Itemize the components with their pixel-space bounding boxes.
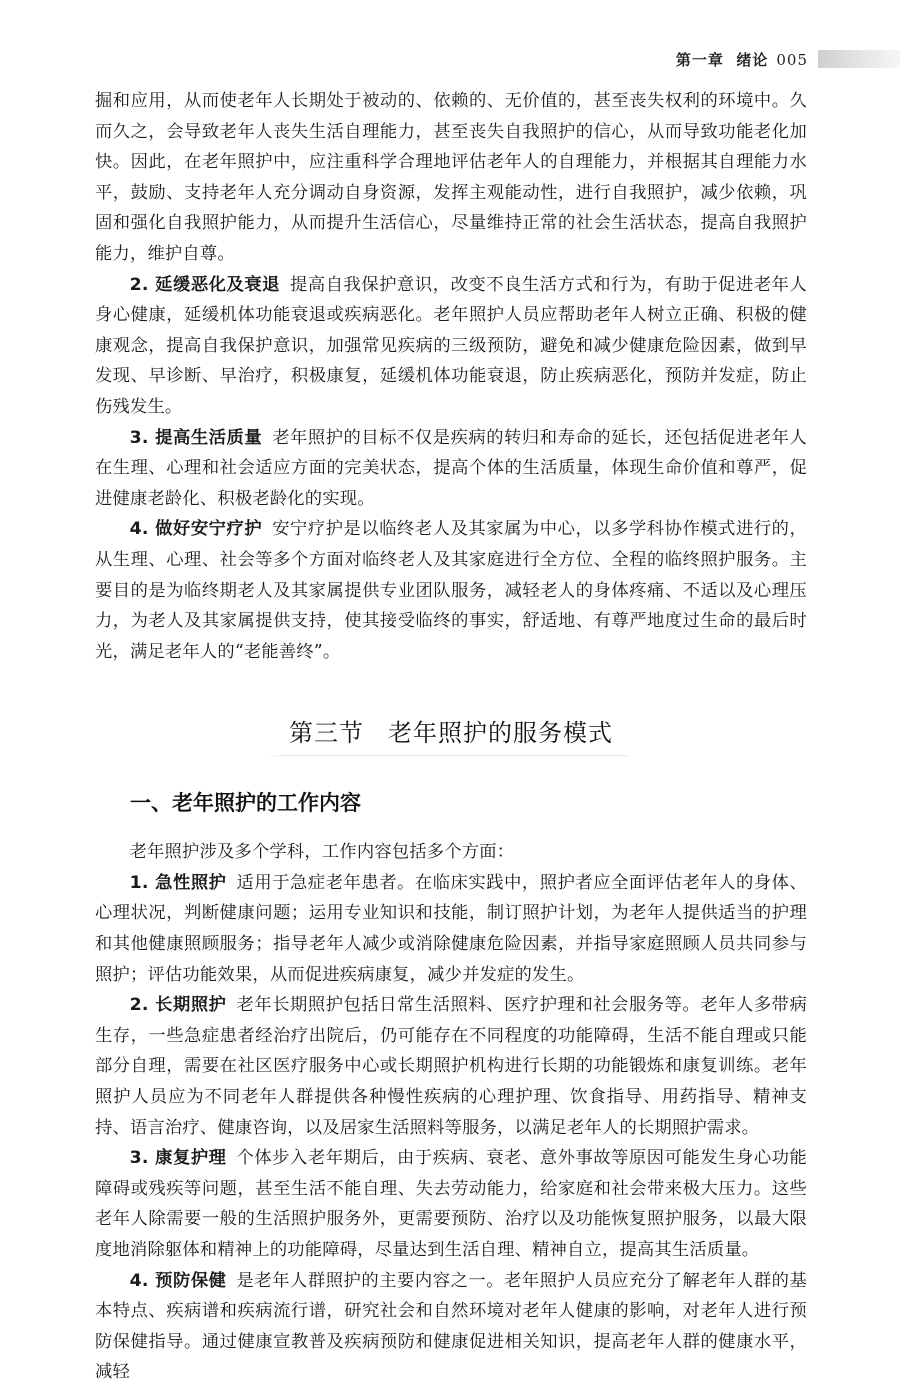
item-text: 老年照护的目标不仅是疾病的转归和寿命的延长，还包括促进老年人在生理、心理和社会适应方面的完美状态，提高个体的生活质量，体现生命价值和尊严，促进健康老龄化、积极老龄化的实现。	[95, 427, 807, 509]
running-header	[676, 49, 808, 70]
paragraph-acute-care	[95, 868, 807, 990]
paragraph-quality-of-life	[95, 423, 807, 515]
item-lead: 4. 预防保健	[129, 1270, 227, 1291]
page-body	[95, 86, 807, 1388]
paragraph-prevention	[95, 1266, 807, 1388]
continuation-paragraph: 掘和应用，从而使老年人长期处于被动的、依赖的、无价值的，甚至丧失权利的环境中。久而久之，会导致老年人丧失生活自理能力，甚至丧失自我照护的信心，从而导致功能老化加快。因此，在老年照护中，应注重科学合理地评估老年人的自理能力，并根据其自理能力水平，鼓励、支持老年人充分调动自身资源，发挥主观能动性，进行自我照护，减少依赖，巩固和强化自我照护能力，从而提升生活信心，尽量维持正常的社会生活状态，提高自我照护能力，维护自尊。	[95, 91, 807, 264]
page-number: 005	[776, 50, 808, 69]
item-text: 老年长期照护包括日常生活照料、医疗护理和社会服务等。老年人多带病生存，一些急症患者经治疗出院后，仍可能存在不同程度的功能障碍，生活不能自理或只能部分自理，需要在社区医疗服务中心或长期照护机构进行长期的功能锻炼和康复训练。老年照护人员应为不同老年人群提供各种慢性疾病的心理护理、饮食指导、用药指导、精神支持、语言治疗、健康咨询，以及居家生活照料等服务，以满足老年人的长期照护需求。	[95, 995, 807, 1138]
chapter-label: 第一章	[675, 50, 724, 69]
section-title-text: 老年照护的服务模式	[388, 718, 613, 747]
item-lead: 1. 急性照护	[129, 872, 227, 893]
item-lead: 4. 做好安宁疗护	[129, 519, 263, 540]
item-lead: 3. 提高生活质量	[129, 427, 263, 448]
item-lead: 3. 康复护理	[129, 1148, 227, 1169]
item-text: 个体步入老年期后，由于疾病、衰老、意外事故等原因可能发生身心功能障碍或残疾等问题，甚至生活不能自理、失去劳动能力，给家庭和社会带来极大压力。这些老年人除需要一般的生活照护服务外，更需要预防、治疗以及功能恢复照护服务，以最大限度地消除躯体和精神上的功能障碍，尽量达到生活自理、精神自立，提高其生活质量。	[95, 1148, 807, 1260]
paragraph-hospice-care	[95, 514, 807, 667]
paragraph-delay-deterioration	[95, 270, 807, 423]
item-lead: 2. 长期照护	[129, 995, 227, 1016]
section-number: 第三节	[289, 718, 364, 747]
page-header	[676, 46, 900, 72]
subsection-intro: 老年照护涉及多个学科，工作内容包括多个方面：	[129, 842, 515, 863]
item-lead: 2. 延缓恶化及衰退	[129, 274, 281, 295]
item-text: 是老年人群照护的主要内容之一。老年照护人员应充分了解老年人群的基本特点、疾病谱和疾病流行谱，研究社会和自然环境对老年人健康的影响，对老年人进行预防保健指导。通过健康宣教普及疾病预防和健康促进相关知识，提高老年人群的健康水平，减轻	[95, 1270, 807, 1383]
subsection-title: 一、老年照护的工作内容	[130, 791, 361, 816]
header-decoration-bar	[818, 50, 900, 68]
section-heading	[261, 705, 641, 765]
item-text: 提高自我保护意识，改变不良生活方式和行为，有助于促进老年人身心健康，延缓机体功能衰退或疾病恶化。老年照护人员应帮助老年人树立正确、积极的健康观念，提高自我保护意识，加强常见疾病的三级预防，避免和减少健康危险因素，做到早发现、早诊断、早治疗，积极康复，延缓机体功能衰退，防止疾病恶化，预防并发症，防止伤残发生。	[95, 274, 807, 417]
paragraph-rehabilitation	[95, 1143, 807, 1265]
item-text: 适用于急症老年患者。在临床实践中，照护者应全面评估老年人的身体、心理状况，判断健康问题；运用专业知识和技能，制订照护计划，为老年人提供适当的护理和其他健康照顾服务；指导老年人减少或消除健康危险因素，并指导家庭照顾人员共同参与照护；评估功能效果，从而促进疾病康复，减少并发症的发生。	[95, 872, 807, 985]
section-title	[261, 705, 641, 755]
item-text: 安宁疗护是以临终老人及其家属为中心，以多学科协作模式进行的，从生理、心理、社会等多个方面对临终老人及其家庭进行全方位、全程的临终照护服务。主要目的是为临终期老人及其家属提供专业团队服务，减轻老人的身体疼痛、不适以及心理压力，为老人及其家属提供支持，使其接受临终的事实，舒适地、有尊严地度过生命的最后时光，满足老年人的“老能善终”。	[95, 519, 807, 662]
paragraph-long-term-care	[95, 990, 807, 1143]
chapter-title: 绪论	[736, 50, 769, 69]
